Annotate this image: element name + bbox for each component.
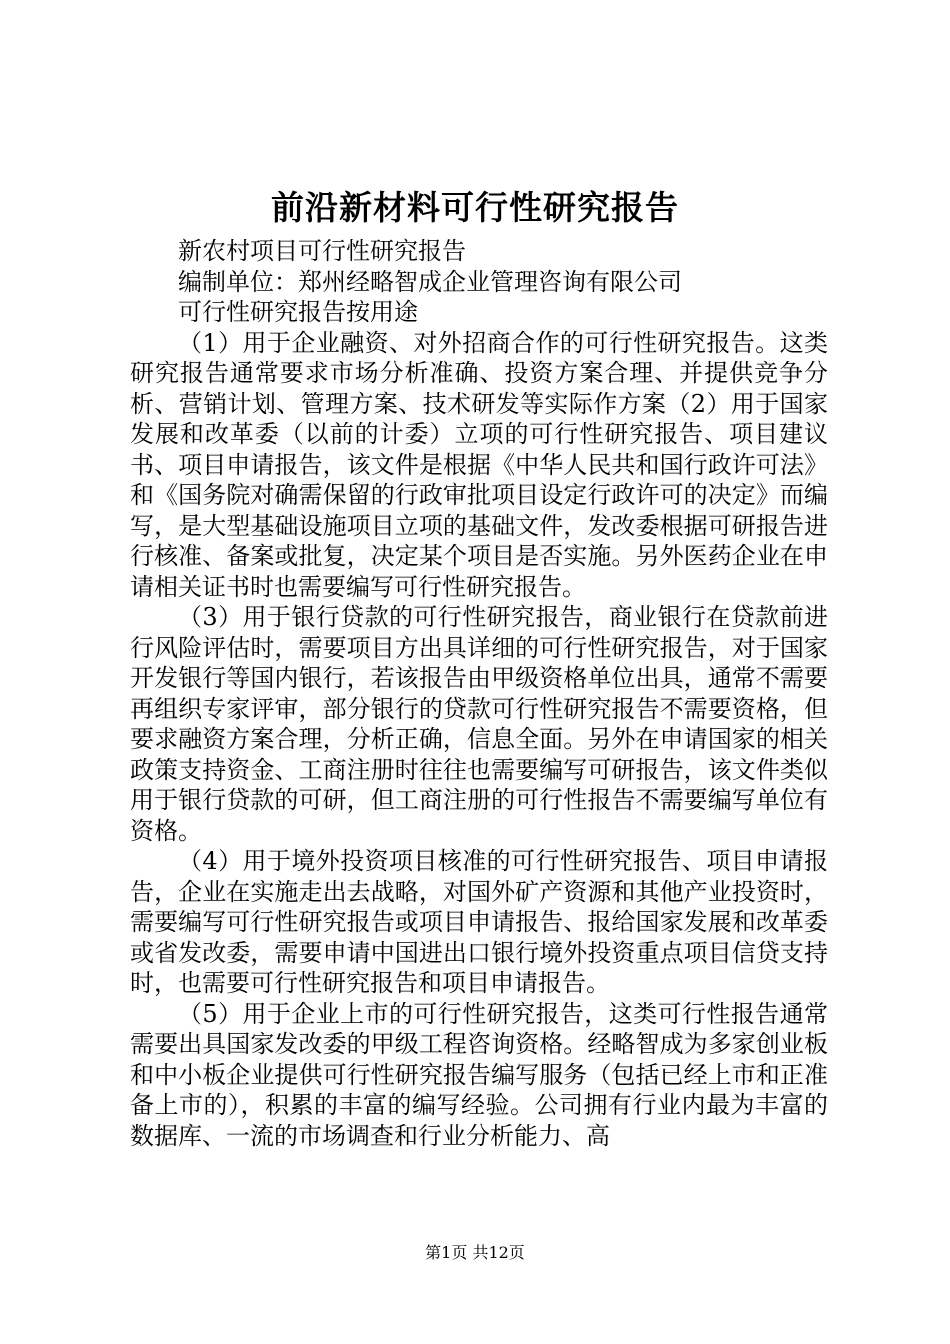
paragraph-usage-5: （5）用于企业上市的可行性研究报告，这类可行性报告通常需要出具国家发改委的甲级工程咨询资格。经略智成为多家创业板和中小板企业提供可行性研究报告编写服务（包括已经上市和正准备上市的），积累的丰富的编写经验。公司拥有行业内最为丰富的数据库、一流的市场调查和行业分析能力、高 bbox=[130, 999, 828, 1150]
page-number: 第1页 共12页 bbox=[425, 1243, 525, 1262]
paragraph-usage-3: （3）用于银行贷款的可行性研究报告，商业银行在贷款前进行风险评估时，需要项目方出具详细的可行性研究报告，对于国家开发银行等国内银行，若该报告由甲级资格单位出具，通常不需要再组织专家评审，部分银行的贷款可行性研究报告不需要资格，但要求融资方案合理，分析正确，信息全面。另外在申请国家的相关政策支持资金、工商注册时往往也需要编写可研报告，该文件类似用于银行贷款的可研，但工商注册的可行性报告不需要编写单位有资格。 bbox=[130, 603, 828, 845]
paragraph-usage-1-2: （1）用于企业融资、对外招商合作的可行性研究报告。这类研究报告通常要求市场分析准确、投资方案合理、并提供竞争分析、营销计划、管理方案、技术研发等实际作方案（2）用于国家发展和改革委（以前的计委）立项的可行性研究报告、项目建议书、项目申请报告，该文件是根据《中华人民共和国行政许可法》和《国务院对确需保留的行政审批项目设定行政许可的决定》而编写，是大型基础设施项目立项的基础文件，发改委根据可研报告进行核准、备案或批复，决定某个项目是否实施。另外医药企业在申请相关证书时也需要编写可行性研究报告。 bbox=[130, 328, 828, 601]
paragraph-subtitle: 新农村项目可行性研究报告 bbox=[178, 237, 466, 265]
paragraph-usage-4: （4）用于境外投资项目核准的可行性研究报告、项目申请报告，企业在实施走出去战略，对国外矿产资源和其他产业投资时，需要编写可行性研究报告或项目申请报告、报给国家发展和改革委或省发改委，需要申请中国进出口银行境外投资重点项目信贷支持时，也需要可行性研究报告和项目申请报告。 bbox=[130, 847, 828, 997]
paragraph-author: 编制单位：郑州经略智成企业管理咨询有限公司 bbox=[178, 267, 682, 296]
document-title: 前沿新材料可行性研究报告 bbox=[271, 188, 679, 227]
paragraph-heading: 可行性研究报告按用途 bbox=[178, 298, 418, 326]
document-body bbox=[130, 236, 828, 1151]
